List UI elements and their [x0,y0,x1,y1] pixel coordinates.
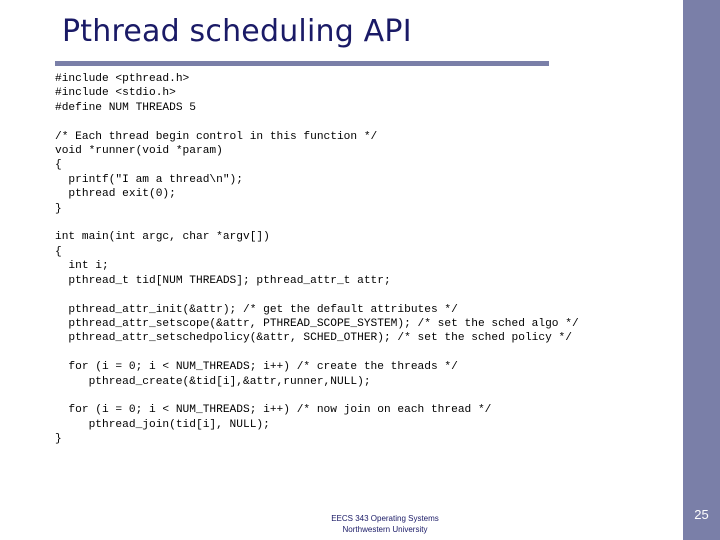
title-underline [55,61,549,66]
footer-institution: Northwestern University [342,525,428,534]
footer-course: EECS 343 Operating Systems [331,514,439,523]
slide-title: Pthread scheduling API [62,14,412,49]
page-number: 25 [694,507,709,522]
code-listing: #include <pthread.h> #include <stdio.h> #define NUM THREADS 5 /* Each thread begin control in this function */ void *runner(void *param) { printf("I am a thread\n"); pthread exit(0); } int main(int argc, char *argv[]) { int i; pthread_t tid[NUM THREADS]; pthread_attr_t attr; pthread_attr_init(&attr); /* get the default attributes */ pthread_attr_setscope(&attr, PTHREAD_SCOPE_SYSTEM); /* set the sched algo */ pthread_attr_setschedpolicy(&attr, SCHED_OTHER); /* set the sched policy */ for (i = 0; i < NUM_THREADS; i++) /* create the threads */ pthread_create(&tid[i],&attr,runner,NULL); for (i = 0; i < NUM_THREADS; i++) /* now join on each thread */ pthread_join(tid[i], NULL); } [55,73,579,446]
slide-footer [300,513,470,535]
side-accent-bar [683,0,720,540]
